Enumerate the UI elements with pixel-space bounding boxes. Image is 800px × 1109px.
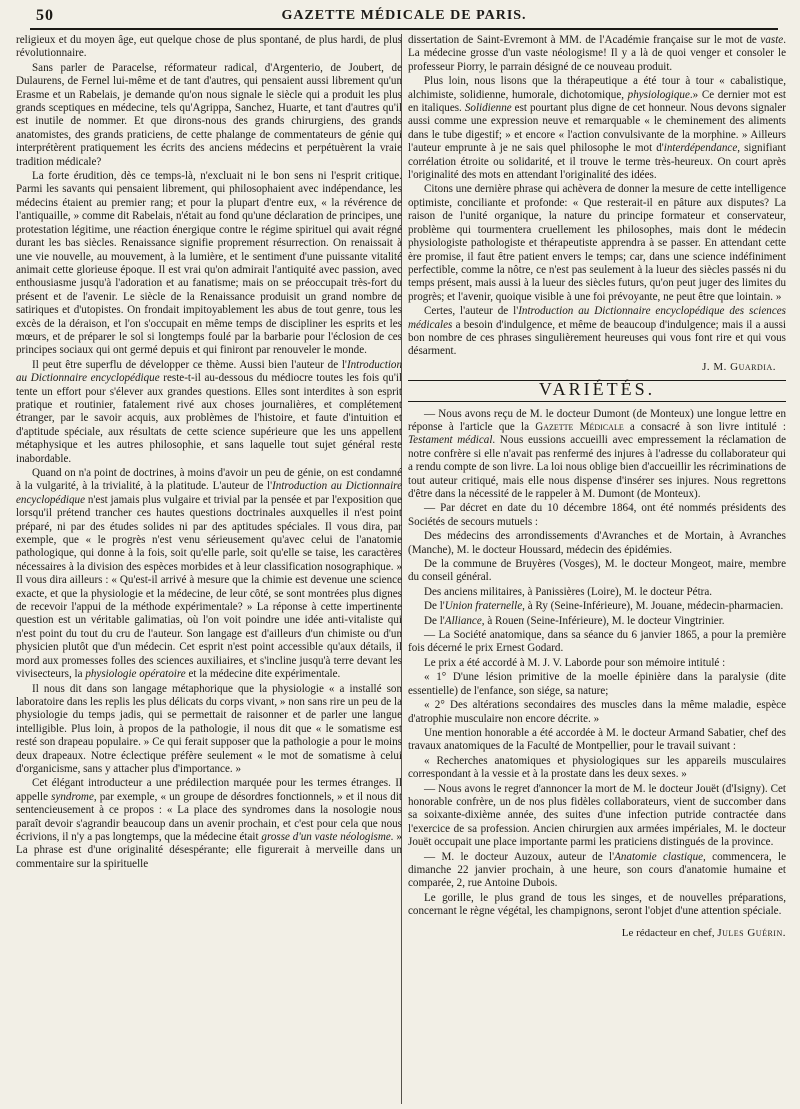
author-signature: J. M. Guardia. [702,360,776,373]
editor-signature: Le rédacteur en chef, Jules Guérin. [621,926,786,939]
news-item: Des anciens militaires, à Panissières (Loire), M. le docteur Pétra. [424,585,713,598]
section-rule [408,401,786,402]
paragraph: Sans parler de Paracelse, réformateur radical, d'Argenterio, de Joubert, de Dulaurens, de Fernel lui-même et de tant d'autres, qui pensaient aussi librement qu'un Erasme et un Rabelais, je demande qu'on nous signale le siècle qui a produit les plus grands sceptiques en médecine, tels qu'Agrippa, Sanchez, Huarte, et tant d'autres qu'il est inutile de nommer. Et que dirons-nous des grands chirurgiens, des grands anatomistes, des grands praticiens, de cette phalange de commentateurs de génie qui interprétèrent pratiquement les écrits des anciens médecins et perpétuèrent la vraie tradition médicale? [16,61,402,168]
right-column [408,34,786,1102]
news-item: De la commune de Bruyères (Vosges), M. le docteur Mongeot, maire, membre du conseil général. [408,558,786,584]
page-header [30,6,778,30]
news-item: « Recherches anatomiques et physiologiques sur les appareils musculaires correspondant à la vessie et à la prostate dans les deux sexes. » [408,754,786,781]
news-item: Le prix a été accordé à M. J. V. Laborde pour son mémoire intitulé : [424,656,726,669]
news-item: — Nous avons le regret d'annoncer la mort de M. le docteur Jouët (d'Isigny). Cet honorable confrère, un de nos plus fidèles collaborateurs, vient de succomber dans sa soixante-dixième année, des suites d'une infection putride contractée dans l'exercice de sa profession. Ancien chirurgien aux armées impériales, M. le docteur Jouët occupait une place importante parmi les praticiens distingués de la province. [408,782,786,849]
news-item: — M. le docteur Auzoux, auteur de l'Anatomie clastique, commencera, le dimanche 22 janvier prochain, à une heure, son cours d'anatomie humaine et comparée, 2, rue Antoine Dubois. [408,850,786,890]
news-item: Des médecins des arrondissements d'Avranches et de Mortain, à Avranches (Manche), M. le docteur Houssard, médecin des épidémies. [408,530,786,556]
news-item: Une mention honorable a été accordée à M. le docteur Armand Sabatier, chef des travaux anatomiques de la Faculté de Montpellier, pour le travail suivant : [408,726,786,753]
news-item: — Par décret en date du 10 décembre 1864, ont été nommés présidents des Sociétés de secours mutuels : [408,502,786,528]
paragraph: La forte érudition, dès ce temps-là, n'excluait ni le bon sens ni l'esprit critique. Parmi les savants qui pensaient librement, qui philosophaient avec indépendance, les médecins étaient au premier rang; et pour la plupart d'entre eux, « la révérence de l'antiquaille, » comme dit Rabelais, n'était au fond qu'une déclaration de principes, une protestation légitime, une réaction énergique contre le régime spirituel qui avait régné durant les bas siècles. Renaissance signifie proprement résurrection. On renaissait à une vie nouvelle, au mouvement, à la lumière, et le sentiment d'une puissante vitalité animait cette glorieuse époque. Il est vrai qu'on admirait l'antiquité avec passion, avec enthousiasme jusqu'à l'adoration et au fanatisme; mais on se préoccupait très-fort du présent et de l'avenir. Le siècle de la Renaissance produisit un grand nombre de satiriques et d'utopistes. On frondait impitoyablement les abus de tout genre, tous les excès de la déraison, et l'on s'occupait en même temps de discipliner les esprits et les mœurs, et de préparer le sol si longtemps foulé par la barbarie pour l'éclosion de ces principes sociaux qui ont germé depuis et qui finiront par renouveler le monde. [16,170,402,357]
news-item: « 2° Des altérations secondaires des muscles dans la même maladie, espèce d'atrophie musculaire non encore décrite. » [408,699,786,725]
page-number: 50 [36,7,54,24]
paragraph: Certes, l'auteur de l'Introduction au Dictionnaire encyclopédique des sciences médicales a besoin d'indulgence, et même de beaucoup d'indulgence; mais il a aussi bon nombre de ces phrases singulièrement heureuses qui vous font rire et qui vous désarment. [408,305,786,358]
journal-title: GAZETTE MÉDICALE DE PARIS. [281,8,527,23]
news-item: « 1° D'une lésion primitive de la moelle épinière dans la paralysie (dite essentielle) de l'enfance, son siége, sa nature; [408,671,786,697]
news-item: — Nous avons reçu de M. le docteur Dumont (de Monteux) une longue lettre en réponse à l'article que la Gazette Médicale a consacré à son livre intitulé : Testament médical. Nous eussions accueilli avec empressement la réclamation de notre confrère si elle n'avait pas renfermé des injures à l'adresse du collaborateur qui a rendu compte de son livre. La loi nous oblige bien d'accueillir les récriminations de tout auteur critiqué, mais elle nous dispense d'insérer ses injures. Nous regrettons d'être dans la nécessité de le rappeler à M. Dumont (de Monteux). [408,407,786,500]
news-item: De l'Union fraternelle, à Ry (Seine-Inférieure), M. Jouane, médecin-pharmacien. [424,600,784,613]
news-item: Le gorille, le plus grand de tous les singes, et de nouvelles préparations, concernant le règne végétal, les champignons, seront l'objet d'une attention spéciale. [408,891,786,918]
paragraph: religieux et du moyen âge, eut quelque chose de plus spontané, de plus hardi, de plus révolutionnaire. [16,34,402,60]
paragraph: Citons une dernière phrase qui achèvera de donner la mesure de cette intelligence optimiste, conciliante et profonde: « Que resterait-il en pâture aux disputes? La raison de l'unité organique, la nature du principe formateur et conservateur, problème qui tourmentera cruellement les philosophes, mais dont le médecin physiologiste pathologiste et thérapeutiste apprendra à se passer. En attendant cette ère promise, il faut être patient envers le temps; car, dans une science indéfiniment perfectible, comme la nôtre, ce n'est pas seulement à la lueur des siècles passés ni du temps présent, mais aussi à la lueur des siècles futurs, qu'on peut juger des limites du progrès; et l'avenir, quoique visible à une foi prévoyante, ne peut être que lointain. » [408,183,786,303]
left-column [16,34,402,1102]
paragraph: Il nous dit dans son langage métaphorique que la physiologie « a installé son laboratoire dans les replis les plus délicats du corps vivant, » non sans rire un peu de la physiologie du temps jadis, qui se permettait de raisonner et de parler une langue intelligible. Plus loin, à propos de la pathologie, il nous dit que « le somatisme est resté son drapeau populaire. » Ce qui ferait supposer que la pathologie a pour le moins deux drapeaux. Notre éclectique préfère seulement « le mot de somatisme à celui d'organicisme, sans y attacher plus d'importance. » [16,682,402,775]
news-item: De l'Alliance, à Rouen (Seine-Inférieure), M. le docteur Vingtrinier. [424,614,725,627]
paragraph: Il peut être superflu de développer ce thème. Aussi bien l'auteur de l'Introduction au Dictionnaire encyclopédique reste-t-il au-dessous du médiocre toutes les fois qu'il tente un effort pour s'élever aux grandes questions. Elles sont interdites à son esprit pratique et routinier, fatalement rivé aux choses journalières, et complétement étranger, par le savoir acquis, aux problèmes de l'histoire, et faute d'intuition et d'aptitude spéciale, aux résultats de cette science supérieure que les uns appellent métaphysique et les autres philosophie, et sans laquelle tout sujet général reste inabordable. [16,358,402,465]
news-item: — La Société anatomique, dans sa séance du 6 janvier 1865, a pour la première fois décerné le prix Ernest Godard. [408,629,786,655]
paragraph: Quand on n'a point de doctrines, à moins d'avoir un peu de génie, on est condamné à la vulgarité, à la trivialité, à la platitude. L'auteur de l'Introduction au Dictionnaire encyclopédique n'est jamais plus vulgaire et trivial par la pensée et par l'exposition que lorsqu'il prétend trancher ces hautes questions doctrinales auxquelles il n'est point préparé, ni par des études solides ni par des aptitudes spéciales. Il vous dira, par exemple, que « le progrès n'est venu sérieusement qu'avec celui de l'anatomie pathologique, qui donne à la fois, soit qu'elle parle, soit qu'elle se taise, les caractères nécessaires à la division des espèces morbides et à leur classification nosographique. » Il vous dira ailleurs : « Qu'est-il arrivé à mesure que la chimie est devenue une science exacte, et que la physiologie et la médecine, de leur côté, se sont montrées plus dignes de recevoir l'appui de la méthode expérimentale? » La réponse à cette impertinente question est un véritable galimatias, où l'on voit poindre une idée anti-vitaliste qui n'est point du tout du cru de l'auteur. Son langage est d'ailleurs d'un chimiste ou d'un physicien plutôt que d'un médecin. Cet esprit n'est point accessible qu'aux détails, il mord aux promesses folles des sciences auxiliaires, et s'incline jusqu'à terre devant les vivisecteurs, la physiologie opératoire et la médecine dite expérimentale. [16,467,402,681]
section-title: VARIÉTÉS. [538,379,656,400]
paragraph: Cet élégant introducteur a une prédilection marquée pour les termes étranges. Il appelle syndrome, par exemple, « un groupe de désordres fonctionnels, » et il nous dit sentencieusement à ce propos : « La place des syndromes dans la nosologie nous paraît devoir s'agrandir beaucoup dans un avenir prochain, et c'est pour cela que nous écrivions, il n'y a pas longtemps, que la médecine était grosse d'un vaste néologisme. » La phrase est d'une originalité désespérante; elle figurerait à merveille dans un commentaire sur la spirituelle [16,777,402,870]
paragraph: Plus loin, nous lisons que la thérapeutique a été tour à tour « cabalistique, alchimiste, solidienne, humorale, dichotomique, physiologique.» Ce dernier mot est en italiques. Solidienne est pourtant plus digne de cet honneur. Nous devons signaler aussi comme une expression neuve et remarquable « le cheminement des aliments dans le tube digestif; » et encore « l'action convulsivante de la morphine. » Ailleurs l'auteur emprunte à je ne sais quel philosophe le mot d'interdépendance, signifiant corrélation étroite ou solidarité, et il trouve le terme très-heureux. On court après l'originalité des mots en attendant l'originalité des idées. [408,75,786,182]
paragraph: dissertation de Saint-Evremont à MM. de l'Académie française sur le mot de vaste. La médecine grosse d'un vaste néologisme! Il y a là de quoi venger et consoler le professeur Piorry, le parrain désigné de ce nouveau produit. [408,34,786,73]
